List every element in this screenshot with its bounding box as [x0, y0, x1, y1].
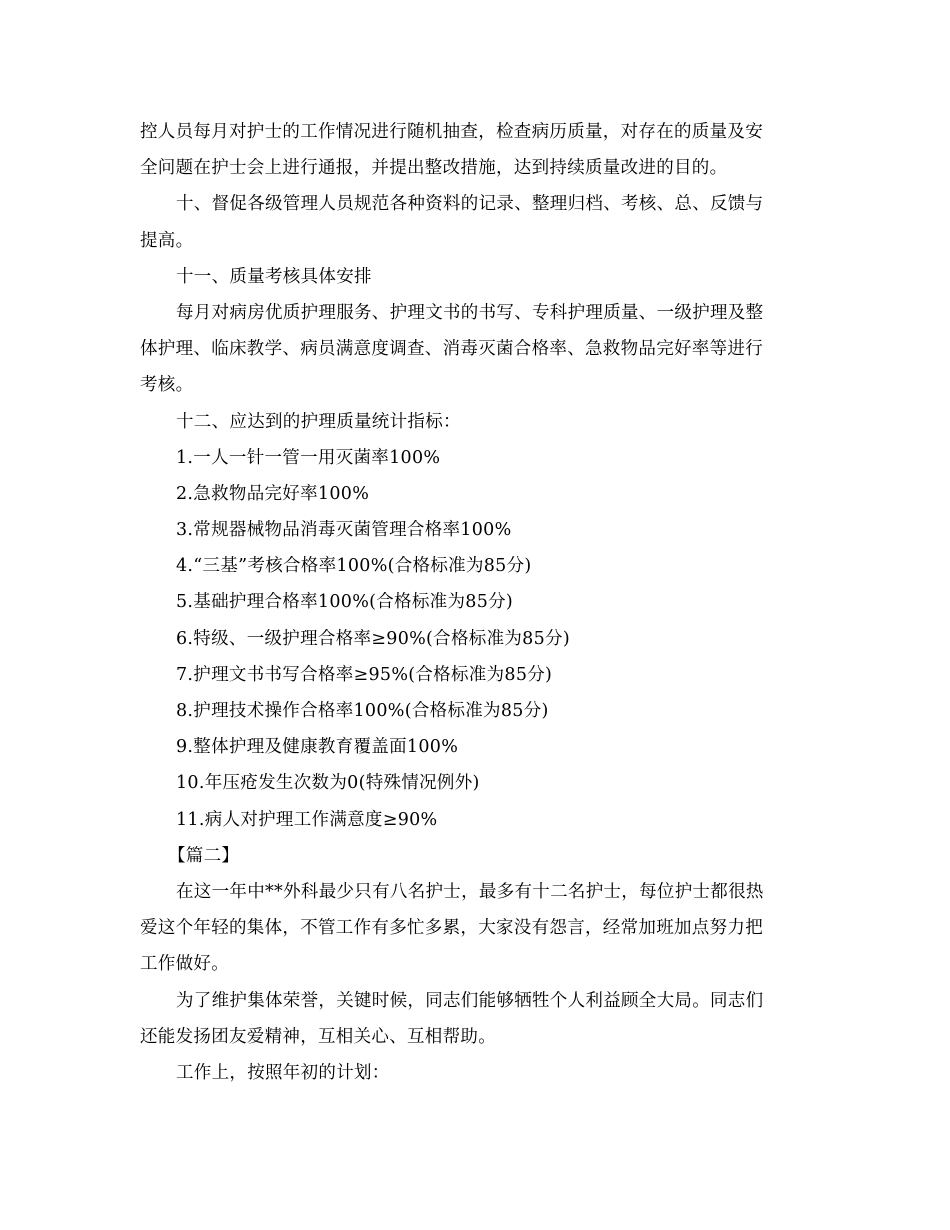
indicator-item: 4.“三基”考核合格率100%(合格标准为85分) [176, 556, 532, 577]
text-line: 还能发扬团友爱精神，互相关心、互相帮助。 [140, 1026, 496, 1047]
section-eleven-heading: 十一、质量考核具体安排 [176, 266, 372, 287]
indicator-item: 10.年压疮发生次数为0(特殊情况例外) [176, 773, 480, 794]
text-line: 爱这个年轻的集体，不管工作有多忙多累，大家没有怨言，经常加班加点努力把 [140, 918, 763, 939]
text-line: 工作上，按照年初的计划： [176, 1062, 390, 1083]
part-two-heading: 【篇二】 [168, 845, 240, 866]
indicator-item: 5.基础护理合格率100%(合格标准为85分) [176, 592, 514, 613]
text-line: 提高。 [140, 230, 194, 251]
indicator-item: 3.常规器械物品消毒灭菌管理合格率100% [176, 520, 512, 541]
text-line: 全问题在护士会上进行通报，并提出整改措施，达到持续质量改进的目的。 [140, 158, 728, 179]
text-line: 为了维护集体荣誉，关键时候，同志们能够牺牲个人利益顾全大局。同志们 [176, 990, 764, 1011]
text-line: 控人员每月对护士的工作情况进行随机抽查，检查病历质量，对存在的质量及安 [140, 122, 763, 142]
section-ten-line: 十、督促各级管理人员规范各种资料的记录、整理归档、考核、总、反馈与 [176, 194, 764, 215]
text-line: 考核。 [140, 375, 194, 396]
indicator-item: 1.一人一针一管一用灭菌率100% [176, 447, 441, 468]
text-line: 在这一年中**外科最少只有八名护士，最多有十二名护士，每位护士都很热 [176, 881, 764, 902]
section-twelve-heading: 十二、应达到的护理质量统计指标： [176, 411, 461, 432]
indicator-item: 8.护理技术操作合格率100%(合格标准为85分) [176, 701, 549, 721]
text-line: 每月对病房优质护理服务、护理文书的书写、专科护理质量、一级护理及整 [176, 302, 764, 323]
indicator-item: 9.整体护理及健康教育覆盖面100% [176, 737, 459, 758]
indicator-item: 2.急救物品完好率100% [176, 483, 370, 504]
indicator-item: 11.病人对护理工作满意度≥90% [176, 809, 438, 830]
text-line: 工作做好。 [140, 954, 229, 975]
document-body [140, 114, 812, 1091]
indicator-item: 7.护理文书书写合格率≥95%(合格标准为85分) [176, 664, 553, 685]
text-line: 体护理、临床教学、病员满意度调查、消毒灭菌合格率、急救物品完好率等进行 [140, 339, 763, 360]
indicator-item: 6.特级、一级护理合格率≥90%(合格标准为85分) [176, 628, 570, 649]
